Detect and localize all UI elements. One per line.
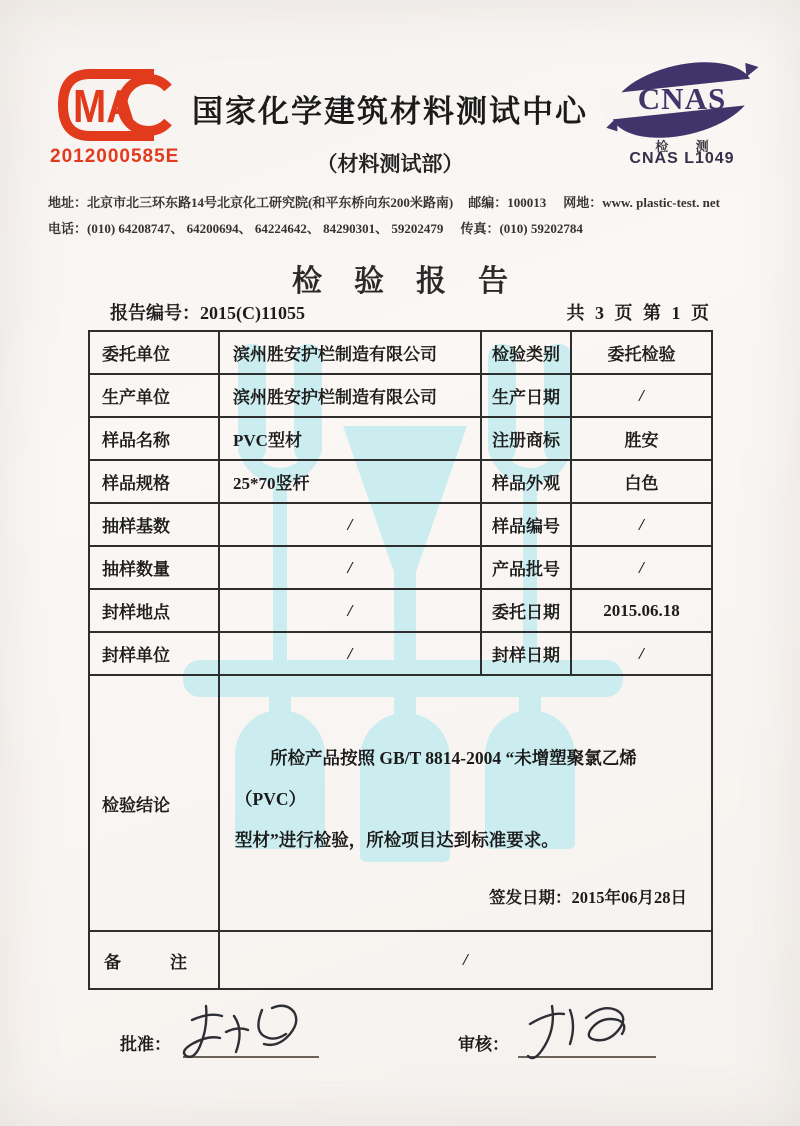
row-label: 抽样数量	[90, 547, 220, 590]
conclusion-line1: 所检产品按照 GB/T 8814-2004 “未增塑聚氯乙烯（PVC）	[235, 748, 637, 809]
contact-line-address	[48, 192, 760, 211]
org-title: 国家化学建筑材料测试中心	[192, 94, 588, 129]
row-label: 产品批号	[482, 547, 572, 590]
row-label: 抽样基数	[90, 504, 220, 547]
issue-date-label: 签发日期：	[489, 888, 572, 907]
postcode-value: 100013	[507, 195, 547, 210]
website-value: www. plastic-test. net	[602, 195, 720, 210]
remark-value: /	[463, 950, 468, 969]
row-label: 样品名称	[90, 418, 220, 461]
approve-label: 批准：	[120, 1035, 171, 1054]
report-title: 检验报告	[292, 265, 540, 298]
address-label: 地址：	[48, 195, 88, 210]
report-table	[88, 330, 713, 990]
fax-label: 传真：	[460, 221, 500, 236]
review-label: 审核：	[458, 1035, 509, 1054]
row-label: 注册商标	[482, 418, 572, 461]
row-label: 封样日期	[482, 633, 572, 676]
cma-certificate-number: 2012000585E	[50, 146, 180, 167]
row-label: 检验类别	[482, 332, 572, 375]
cnas-letters: CNAS	[637, 81, 727, 116]
row-value: 白色	[572, 461, 711, 504]
conclusion-line2: 型材”进行检验，所检项目达到标准要求。	[235, 830, 559, 850]
row-label: 封样单位	[90, 633, 220, 676]
report-number-label: 报告编号：	[110, 303, 200, 323]
row-value: /	[220, 633, 482, 676]
cnas-logo	[602, 56, 762, 148]
row-label: 生产单位	[90, 375, 220, 418]
row-value: 委托检验	[572, 332, 711, 375]
conclusion-text	[220, 738, 711, 861]
website-label: 网地：	[563, 195, 603, 210]
row-label: 样品外观	[482, 461, 572, 504]
row-value: /	[572, 375, 711, 418]
remark-label: 备 注	[90, 932, 220, 988]
conclusion-cell	[220, 676, 711, 932]
row-value: /	[220, 504, 482, 547]
signature-row	[0, 1012, 800, 1102]
phone-values: (010) 64208747、 64200694、 64224642、 84290301、 59202479	[87, 221, 444, 236]
phone-label: 电话：	[48, 221, 88, 236]
row-label: 委托日期	[482, 590, 572, 633]
conclusion-label: 检验结论	[90, 676, 220, 932]
cnas-mark-jiance: 检 测	[655, 139, 721, 154]
reviewer-signature	[512, 998, 662, 1072]
report-number-value: 2015(C)11055	[200, 303, 305, 323]
row-value: 2015.06.18	[572, 590, 711, 633]
row-label: 封样地点	[90, 590, 220, 633]
row-value: 胜安	[572, 418, 711, 461]
cnas-accreditation-number: CNAS L1049	[629, 150, 735, 167]
row-value: 滨州胜安护栏制造有限公司	[220, 375, 482, 418]
address-value: 北京市北三环东路14号北京化工研究院(和平东桥向东200米路南)	[87, 195, 454, 210]
row-value: 25*70竖杆	[220, 461, 482, 504]
row-value: /	[220, 547, 482, 590]
approver-signature	[178, 998, 328, 1072]
issue-date-value: 2015年06月28日	[571, 888, 687, 907]
row-value: PVC型材	[220, 418, 482, 461]
cma-letters: MA	[73, 80, 135, 132]
page-info: 共 3 页 第 1 页	[566, 303, 712, 323]
issue-date-line	[489, 884, 711, 930]
row-label: 委托单位	[90, 332, 220, 375]
row-label: 生产日期	[482, 375, 572, 418]
report-meta-row	[110, 299, 712, 325]
row-value: /	[572, 633, 711, 676]
row-label: 样品编号	[482, 504, 572, 547]
row-value: /	[220, 590, 482, 633]
report-number	[110, 299, 305, 325]
postcode-label: 邮编：	[468, 195, 508, 210]
row-value: /	[572, 504, 711, 547]
row-value: /	[572, 547, 711, 590]
department-subtitle: （材料测试部）	[316, 152, 464, 176]
row-label: 样品规格	[90, 461, 220, 504]
contact-line-phone	[48, 218, 760, 237]
row-value: 滨州胜安护栏制造有限公司	[220, 332, 482, 375]
fax-value: (010) 59202784	[499, 221, 583, 236]
